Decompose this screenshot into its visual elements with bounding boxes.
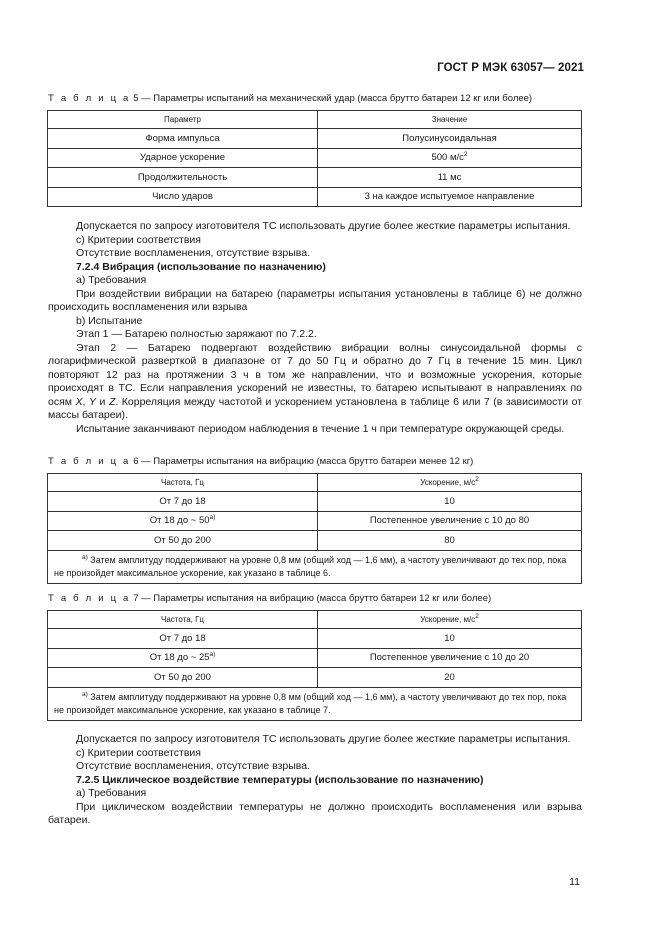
header-text: Ускорение, м/с xyxy=(420,615,476,624)
table7-caption xyxy=(48,593,491,604)
list-item: а) Требования xyxy=(76,787,147,799)
page-number: 11 xyxy=(569,876,580,888)
paragraph: Допускается по запросу изготовителя ТС использовать другие более жесткие параметры испытания. xyxy=(76,220,571,232)
table-cell: 10 xyxy=(318,492,582,512)
section-heading: 7.2.4 Вибрация (использование по назначению) xyxy=(76,260,326,273)
footnote-ref: а) xyxy=(209,514,216,522)
table-row xyxy=(48,187,582,207)
table-cell: 80 xyxy=(318,531,582,551)
table-cell: Продолжительность xyxy=(48,168,318,188)
standard-header: ГОСТ Р МЭК 63057— 2021 xyxy=(437,62,584,74)
table-cell: От 50 до 200 xyxy=(48,531,318,551)
table5-caption xyxy=(48,93,532,104)
table5 xyxy=(47,110,582,207)
column-header: Частота, Гц xyxy=(48,474,318,492)
table-cell: Число ударов xyxy=(48,187,318,207)
paragraph: При воздействии вибрации на батарею (параметры испытания установлены в таблице 6) не должно происходить воспламенения или взрыва xyxy=(48,287,582,313)
axis-z: Z xyxy=(108,395,116,408)
cell-value: 500 м/с xyxy=(431,152,464,164)
table-cell: 20 xyxy=(318,668,582,688)
table-row xyxy=(48,168,582,188)
table-note xyxy=(48,550,582,583)
table-note xyxy=(48,687,582,720)
table-header-row xyxy=(48,611,582,629)
table-cell: Форма импульса xyxy=(48,129,318,149)
footnote-mark: а) xyxy=(82,553,88,561)
table-header-row xyxy=(48,111,582,129)
table-cell xyxy=(318,148,582,168)
table6-title: 6 — Параметры испытания на вибрацию (масса брутто батареи менее 12 кг) xyxy=(133,456,474,467)
superscript: 2 xyxy=(475,476,479,483)
table-cell: 10 xyxy=(318,629,582,649)
paragraph: Отсутствие воспламенения, отсутствие взрыва. xyxy=(76,760,311,772)
list-item: с) Критерии соответствия xyxy=(76,233,201,246)
table-cell: Постепенное увеличение с 10 до 20 xyxy=(318,648,582,668)
table7 xyxy=(47,610,582,721)
list-item: с) Критерии соответствия xyxy=(76,746,201,759)
header-text: Ускорение, м/с xyxy=(420,478,476,487)
table-row xyxy=(48,668,582,688)
paragraph: При циклическом воздействии температуры не должно происходить воспламенения или взрыва батареи. xyxy=(48,800,582,826)
table-note-row xyxy=(48,550,582,583)
axis-y: Y xyxy=(89,395,97,408)
table-cell: От 50 до 200 xyxy=(48,668,318,688)
body-text-block-2 xyxy=(48,733,582,828)
paragraph: Этап 1 — Батарею полностью заряжают по 7.2.2. xyxy=(76,328,317,340)
paragraph xyxy=(48,342,582,423)
superscript: 2 xyxy=(475,613,479,620)
table5-label: Т а б л и ц а xyxy=(48,93,131,104)
text-run: и xyxy=(96,395,109,408)
table-cell: Постепенное увеличение с 10 до 80 xyxy=(318,511,582,531)
superscript: 2 xyxy=(463,151,468,159)
table-row xyxy=(48,629,582,649)
table-row xyxy=(48,648,582,668)
footnote-mark: а) xyxy=(82,690,88,698)
table-cell: Полусинусоидальная xyxy=(318,129,582,149)
table-cell xyxy=(48,648,318,668)
list-item: b) Испытание xyxy=(76,314,143,327)
cell-value: От 18 до ~ 25 xyxy=(149,652,210,664)
table6-caption xyxy=(48,456,473,467)
table-row xyxy=(48,129,582,149)
text-run: Этап 2 — Батарею подвергают воздействию вибрации волны синусоидальной формы с логарифмической разверткой в диапазоне от 7 до 50 Гц и обратно до 7 Гц в течение 15 мин. Цикл повторяют 12 раз на протяжении 3 ч в том же направлении, что и возможные ускорения, которые происходят в ТС. Если направления ускорений не известны, то батарею испытывают в направлениях по осям xyxy=(48,341,582,408)
table6 xyxy=(47,473,582,584)
paragraph: Отсутствие воспламенения, отсутствие взрыва. xyxy=(76,247,311,259)
table7-label: Т а б л и ц а xyxy=(48,593,131,604)
body-text-block-1 xyxy=(48,220,582,436)
text-run: , xyxy=(82,395,89,408)
paragraph: Испытание заканчивают периодом наблюдения в течение 1 ч при температуре окружающей среды. xyxy=(76,422,565,435)
table-row xyxy=(48,148,582,168)
table-cell: От 7 до 18 xyxy=(48,492,318,512)
table-row xyxy=(48,531,582,551)
table-note-row xyxy=(48,687,582,720)
table6-label: Т а б л и ц а xyxy=(48,456,131,467)
column-header: Частота, Гц xyxy=(48,611,318,629)
table-cell xyxy=(48,511,318,531)
table5-title: 5 — Параметры испытаний на механический удар (масса брутто батареи 12 кг или более) xyxy=(133,93,533,104)
footnote-ref: а) xyxy=(209,651,216,659)
table-cell: От 7 до 18 xyxy=(48,629,318,649)
column-header: Значение xyxy=(318,111,582,129)
table-row xyxy=(48,511,582,531)
table-cell: 3 на каждое испытуемое направление xyxy=(318,187,582,207)
column-header xyxy=(318,611,582,629)
cell-value: От 18 до ~ 50 xyxy=(149,515,210,527)
section-heading: 7.2.5 Циклическое воздействие температуры (использование по назначению) xyxy=(76,773,484,786)
paragraph: Допускается по запросу изготовителя ТС использовать другие более жесткие параметры испытания. xyxy=(76,733,571,745)
list-item: а) Требования xyxy=(76,274,147,286)
column-header xyxy=(318,474,582,492)
table-cell: Ударное ускорение xyxy=(48,148,318,168)
note-text: Затем амплитуду поддерживают на уровне 0,8 мм (общий ход — 1,6 мм), а частоту увеличивают до тех пор, пока не произойдет максимальное ускорение, как указано в таблице 6. xyxy=(54,554,567,578)
table-row xyxy=(48,492,582,512)
table7-title: 7 — Параметры испытания на вибрацию (масса брутто батареи 12 кг или более) xyxy=(133,593,492,604)
note-text: Затем амплитуду поддерживают на уровне 0,8 мм (общий ход — 1,6 мм), а частоту увеличивают до тех пор, пока не произойдет максимальное ускорение, как указано в таблице 7. xyxy=(54,691,567,715)
column-header: Параметр xyxy=(48,111,318,129)
text-run: . Корреляция между частотой и ускорением установлена в таблице 6 или 7 (в зависимости от массы батареи). xyxy=(48,395,583,421)
table-header-row xyxy=(48,474,582,492)
table-cell: 11 мс xyxy=(318,168,582,188)
axis-x: X xyxy=(75,395,83,408)
